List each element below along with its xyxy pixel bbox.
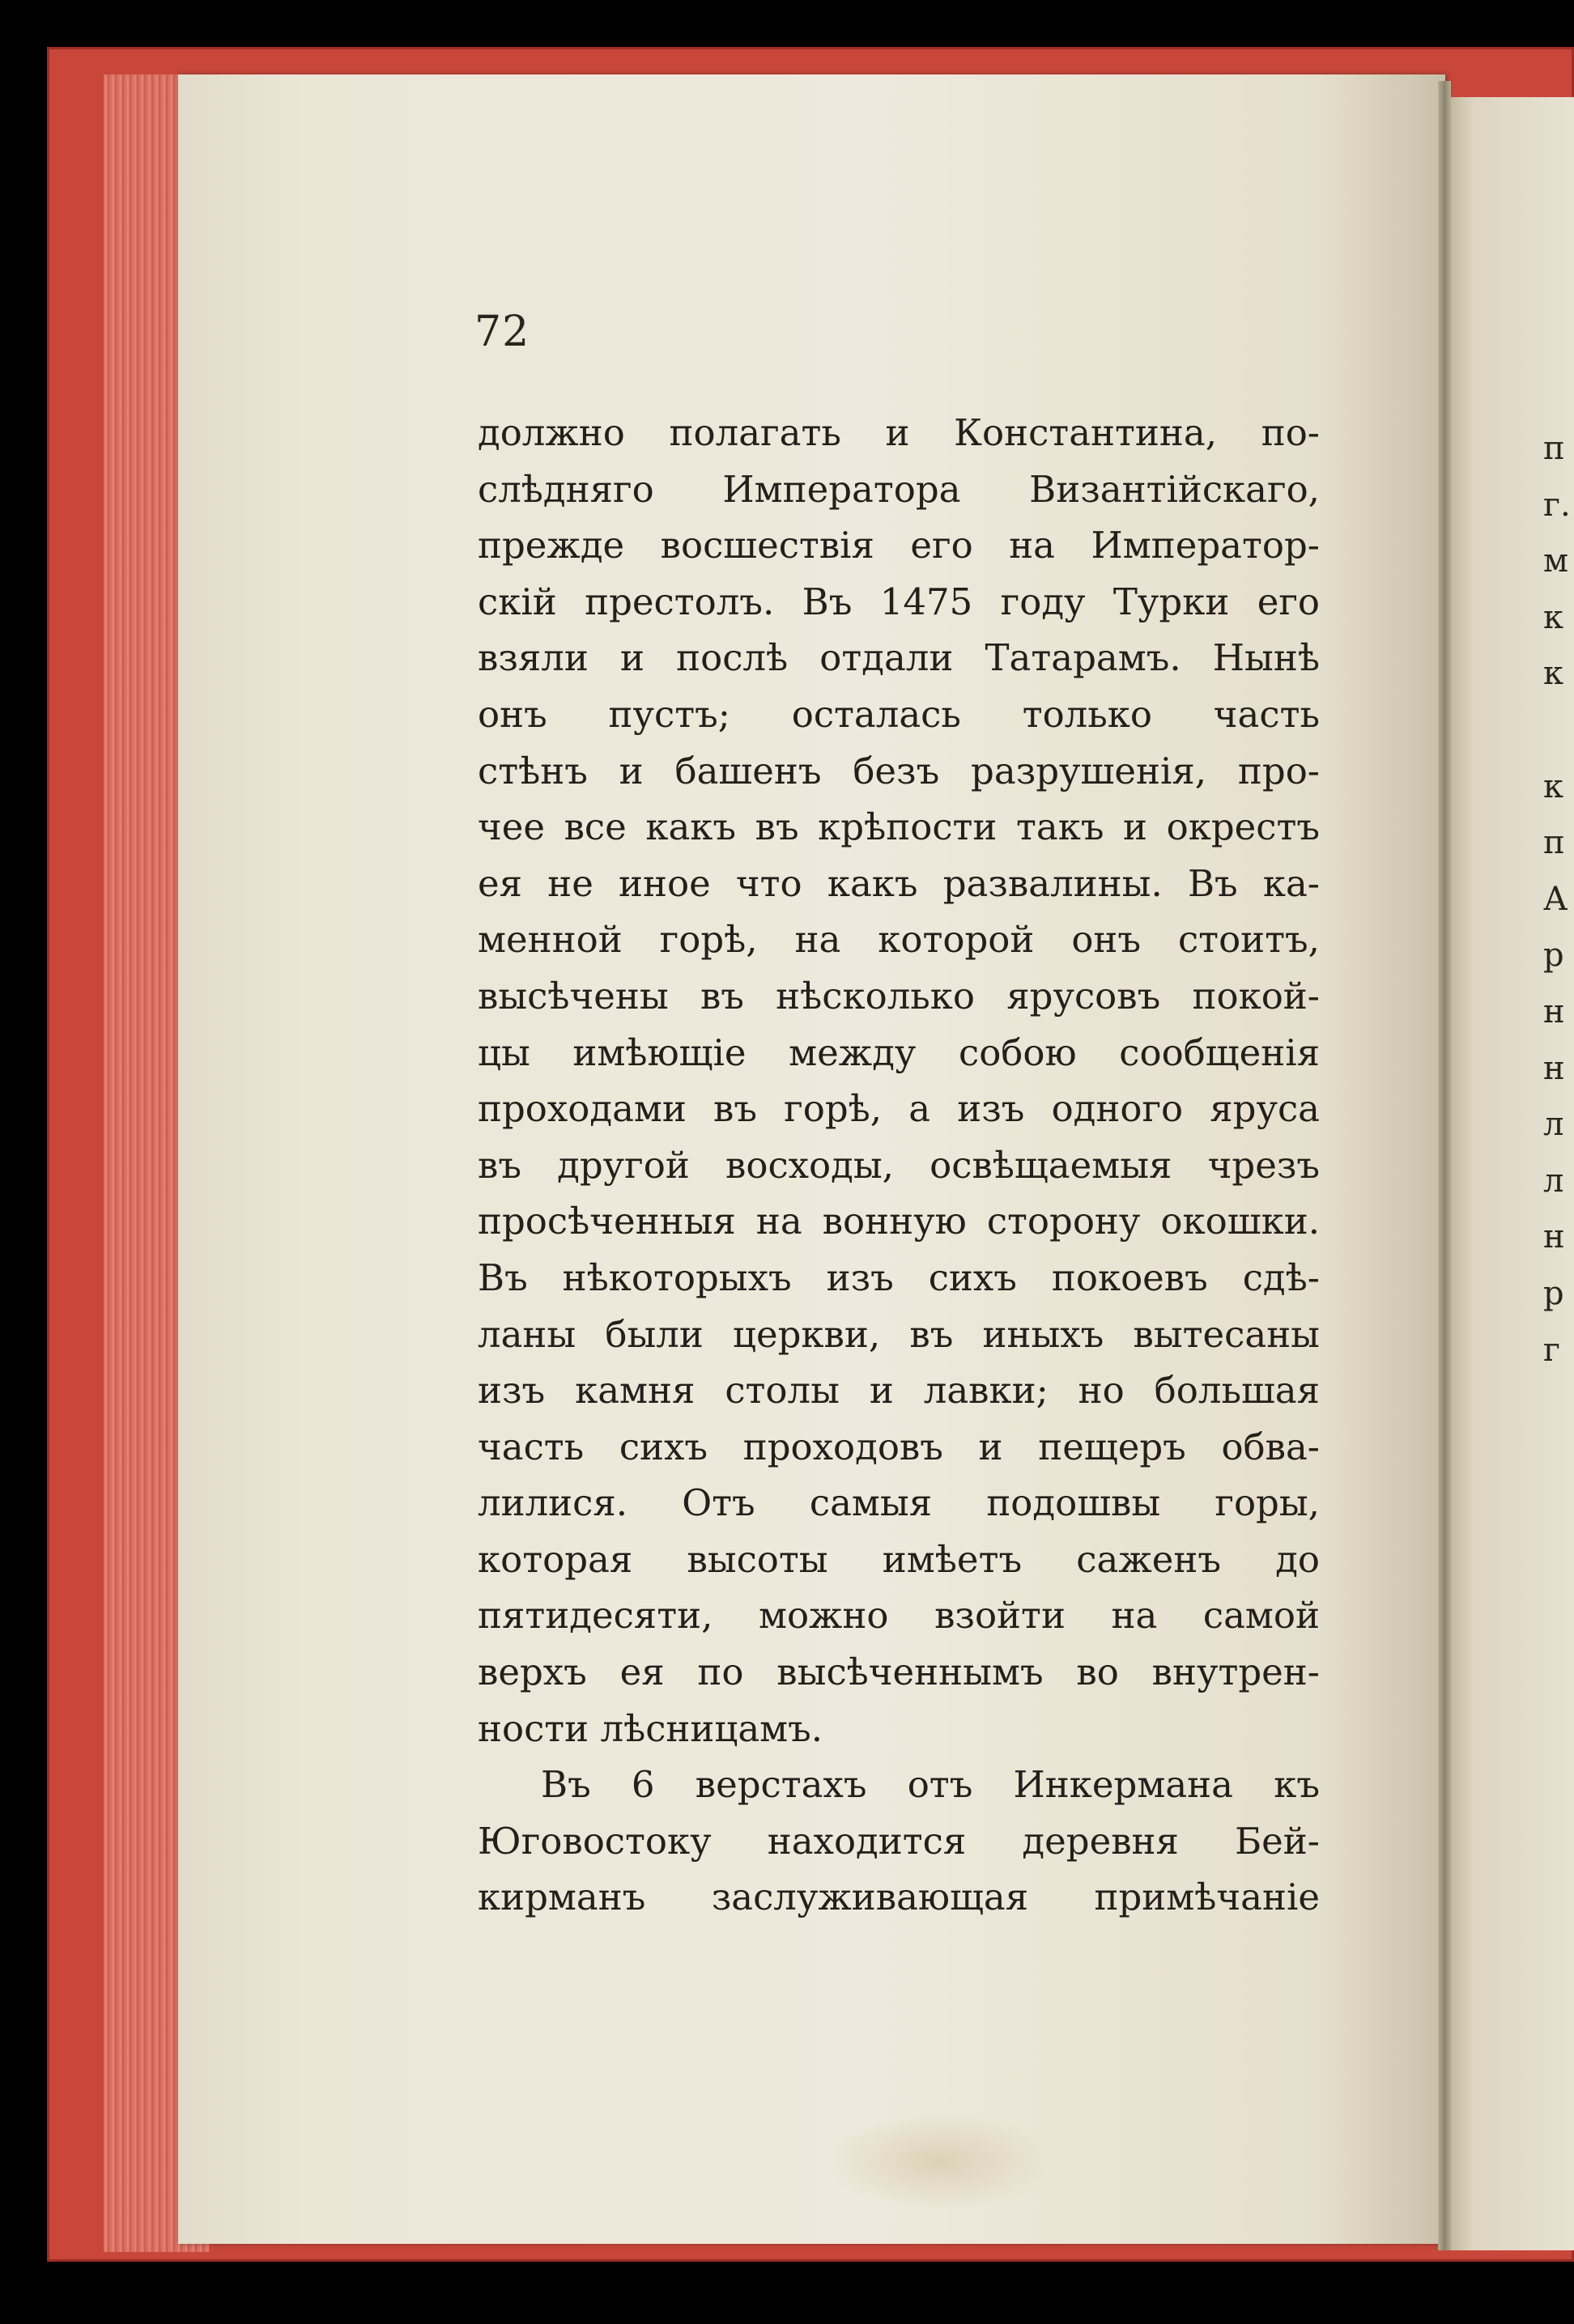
text-line: пятидесяти, можно взойти на самой — [478, 1594, 1320, 1638]
text-line: ея не иное что какъ развалины. Въ ка- — [478, 861, 1320, 905]
facing-line-fragment: п — [1543, 824, 1565, 862]
text-line: должно полагать и Константина, по- — [478, 411, 1320, 454]
text-line: цы имѣющіе между собою сообщенія — [478, 1030, 1320, 1074]
facing-line-fragment: н — [1543, 992, 1565, 1030]
text-line: кирманъ заслуживающая примѣчаніе — [478, 1876, 1320, 1919]
page-text — [478, 405, 1320, 1926]
text-line: прежде восшествія его на Император- — [478, 524, 1320, 567]
text-line: Въ нѣкоторыхъ изъ сихъ покоевъ сдѣ- — [478, 1255, 1320, 1299]
text-line: ности лѣсницамъ. — [478, 1706, 823, 1750]
text-line: просѣченныя на вонную сторону окошки. — [478, 1200, 1320, 1243]
text-line: проходами въ горѣ, а изъ одного яруса — [478, 1087, 1320, 1131]
facing-line-fragment: л — [1543, 1162, 1564, 1200]
text-line: верхъ ея по высѣченнымъ во внутрен- — [478, 1651, 1320, 1694]
text-line: Юговостоку находится деревня Бей- — [478, 1819, 1320, 1863]
text-line: ланы были церкви, въ иныхъ вытесаны — [478, 1312, 1320, 1356]
text-line: высѣчены въ нѣсколько ярусовъ покой- — [478, 974, 1320, 1018]
facing-line-fragment: к — [1543, 767, 1563, 805]
text-line: стѣнъ и башенъ безъ разрушенія, про- — [478, 749, 1320, 792]
facing-line-fragment: к — [1543, 655, 1563, 693]
facing-line-fragment: н — [1543, 1218, 1565, 1256]
facing-line-fragment: к — [1543, 598, 1563, 636]
facing-page-text — [1543, 421, 1574, 1379]
text-line: изъ камня столы и лавки; но большая — [478, 1369, 1320, 1413]
text-line: лилися. Отъ самыя подошвы горы, — [478, 1481, 1320, 1525]
facing-line-fragment: р — [1543, 937, 1564, 975]
book-gutter — [1438, 81, 1451, 2250]
facing-line-fragment: м — [1543, 542, 1569, 580]
text-line: часть сихъ проходовъ и пещеръ обва- — [478, 1425, 1320, 1468]
facing-line-fragment: г — [1543, 1331, 1560, 1369]
text-line: онъ пустъ; осталась только часть — [478, 692, 1320, 736]
text-line: которая высоты имѣетъ саженъ до — [478, 1537, 1320, 1581]
facing-line-fragment: А — [1543, 880, 1568, 918]
facing-line-fragment: п — [1543, 430, 1565, 467]
text-line: слѣдняго Императора Византійскаго, — [478, 467, 1320, 511]
facing-line-fragment: н — [1543, 1049, 1565, 1087]
facing-line-fragment: л — [1543, 1106, 1564, 1144]
facing-line-fragment: г. — [1543, 486, 1571, 524]
facing-line-fragment — [1543, 703, 1574, 759]
paper-stain — [826, 2113, 1053, 2210]
text-line: Въ 6 верстахъ отъ Инкермана къ — [541, 1763, 1320, 1807]
page-number: 72 — [474, 308, 530, 356]
text-line: взяли и послѣ отдали Татарамъ. Нынѣ — [478, 636, 1320, 680]
text-line: скій престолъ. Въ 1475 году Турки его — [478, 580, 1320, 623]
text-line: въ другой восходы, освѣщаемыя чрезъ — [478, 1143, 1320, 1187]
text-line: чее все какъ въ крѣпости такъ и окрестъ — [478, 805, 1320, 849]
text-line: менной горѣ, на которой онъ стоитъ, — [478, 918, 1320, 962]
facing-line-fragment: р — [1543, 1274, 1564, 1312]
